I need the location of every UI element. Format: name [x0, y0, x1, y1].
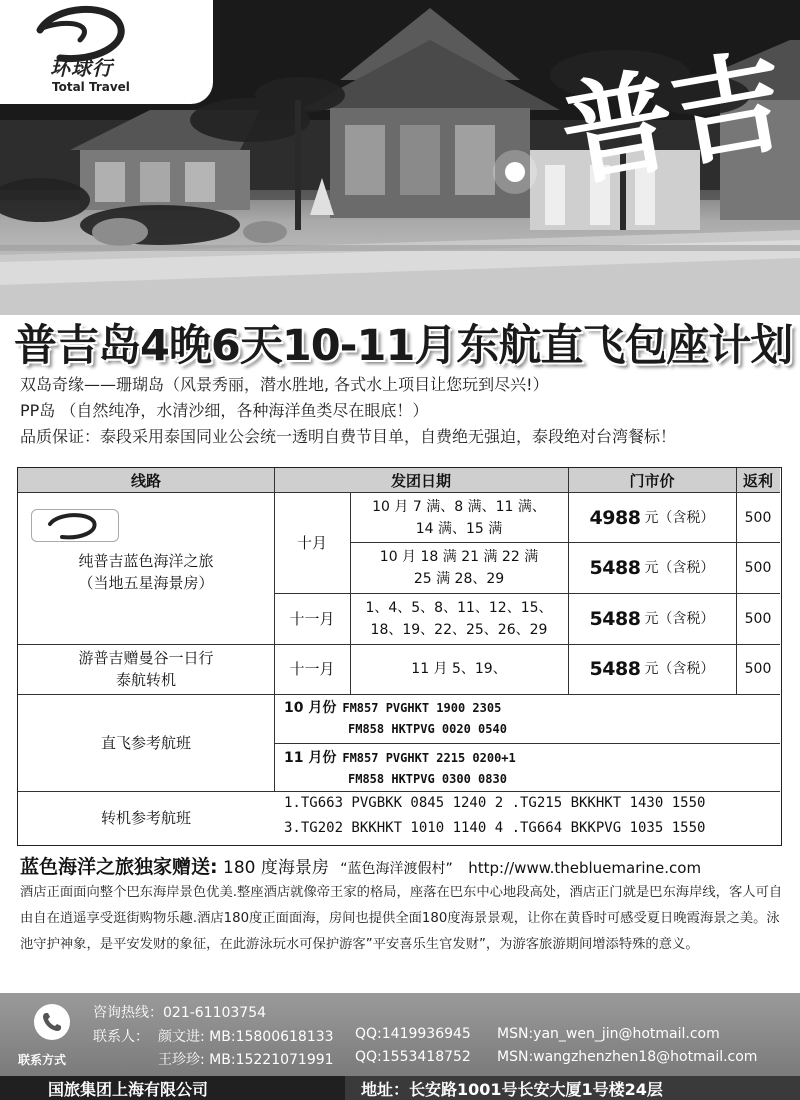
- route-bangkok: [18, 644, 274, 694]
- route-name: 游普吉赠曼谷一日行: [78, 649, 214, 667]
- bluemarine-offer: [20, 852, 701, 879]
- price-cell: [568, 542, 736, 593]
- table-row: [350, 542, 568, 593]
- price-value: 5488: [589, 607, 641, 630]
- header-rebate: 返利: [742, 471, 773, 490]
- month-november: 十一月: [289, 660, 335, 678]
- price-suffix: 元（含税）: [644, 559, 715, 576]
- price-suffix: 元（含税）: [644, 661, 715, 677]
- resort-url[interactable]: http://www.thebluemarine.com: [468, 859, 702, 877]
- route-note: （当地五星海景房）: [78, 574, 214, 592]
- dates-text: 18、19、22、25、26、29: [370, 621, 548, 638]
- schedule-table: [17, 467, 782, 846]
- offer-title: 蓝色海洋之旅独家赠送: [20, 856, 211, 878]
- contact-1-msn[interactable]: MSN:yan_wen_jin@hotmail.com: [497, 1026, 720, 1042]
- phone-icon: [34, 1004, 70, 1040]
- intro-line: PP岛 （自然纯净，水清沙细，各种海洋鱼类尽在眼底！）: [20, 401, 429, 420]
- price-value: 5488: [589, 556, 641, 579]
- mini-brand-logo: [31, 509, 119, 542]
- contact-prefix: 联系人：: [93, 1029, 149, 1045]
- flight-row: 1.TG663 PVGBKK 0845 1240 2 .TG215 BKKHKT 1430 1550: [284, 795, 706, 811]
- flight-row: [284, 697, 501, 717]
- table-header: [18, 468, 780, 493]
- brand-logo[interactable]: [0, 0, 213, 104]
- contact-label: 联系方式: [18, 1053, 67, 1067]
- price-cell: [568, 493, 736, 542]
- table-row: [350, 593, 568, 644]
- intro-line: 双岛奇缘——珊瑚岛（风景秀丽，潜水胜地, 各式水上项目让您玩到尽兴!）: [20, 375, 549, 394]
- route-blue-ocean: [18, 542, 274, 602]
- offer-room: 180 度海景房: [217, 858, 329, 878]
- dates-text: 10 月 7 满、8 满、11 满、: [372, 498, 546, 515]
- header-price: 门市价: [629, 471, 675, 490]
- flight-row: FM858 HKTPVG 0020 0540: [348, 722, 507, 736]
- intro-text: [20, 372, 790, 450]
- table-row: [350, 493, 568, 542]
- price-cell: [568, 593, 736, 644]
- direct-flights-label: 直飞参考航班: [100, 733, 191, 752]
- company-name: 国旅集团上海有限公司: [0, 1076, 345, 1100]
- rebate-value: 500: [744, 610, 772, 627]
- dates-text: 1、4、5、8、11、12、15、: [365, 599, 553, 616]
- contact-2-mobile: 王珍珍: MB:15221071991: [158, 1052, 334, 1068]
- flight-row: FM858 HKTPVG 0300 0830: [348, 772, 507, 786]
- rebate-value: 500: [744, 509, 772, 526]
- contact-2-qq: QQ:1553418752: [355, 1049, 471, 1065]
- offer-colon: :: [210, 856, 218, 878]
- price-value: 4988: [589, 506, 641, 529]
- price-value: 5488: [589, 658, 641, 680]
- hero-banner: [0, 0, 800, 315]
- flight-row: 3.TG202 BKKHKT 1010 1140 4 .TG664 BKKPVG 1035 1550: [284, 820, 706, 836]
- flight-row: [284, 747, 516, 767]
- resort-description: 酒店正面面向整个巴东海岸景色优美.整座酒店就像帝王家的格局，座落在巴东中心地段高处，酒店正门就是巴东海岸线，客人可自由自在逍遥享受逛街购物乐趣.酒店180度正面面海，房间也提供全面180度海景景观，让你在黄昏时可感受夏日晚霞海景之美。泳池守护神象，是平安发财的象征，在此游泳玩水可保护游客”平安喜乐生官发财”，为游客旅游期间增添特殊的意义。: [20, 885, 783, 952]
- destination-calligraphy: [520, 30, 796, 250]
- header-dates: 发团日期: [390, 471, 451, 490]
- flight-month: 10 月份: [284, 700, 337, 716]
- flight-month: 11 月份: [284, 750, 337, 766]
- price-suffix: 元（含税）: [644, 509, 715, 526]
- company-address: 地址：长安路1001号长安大厦1号楼24层: [345, 1076, 800, 1100]
- route-name: 纯普吉蓝色海洋之旅: [78, 552, 214, 570]
- brand-name-en: Total Travel: [52, 80, 130, 94]
- bottom-bar: [0, 1076, 800, 1100]
- flight-info: FM857 PVGHKT 1900 2305: [342, 701, 502, 715]
- price-cell: [568, 644, 736, 694]
- price-suffix: 元（含税）: [644, 610, 715, 627]
- page-title: 普吉岛4晚6天10-11月东航直飞包座计划: [14, 321, 793, 371]
- destination-title: 普吉: [551, 35, 796, 204]
- dates-text: 10 月 18 满 21 满 22 满: [379, 548, 539, 565]
- hotline: 咨询热线：021-61103754: [93, 1005, 267, 1021]
- month-november: 十一月: [289, 609, 335, 628]
- dates-text: 25 满 28、29: [413, 570, 505, 587]
- connecting-flights-label: 转机参考航班: [100, 809, 191, 827]
- route-note: 泰航转机: [115, 671, 176, 689]
- header-route: 线路: [130, 471, 161, 490]
- flight-info: FM857 PVGHKT 2215 0200+1: [342, 751, 516, 765]
- resort-name: “蓝色海洋渡假村”: [340, 861, 453, 877]
- intro-line: 品质保证：泰段采用泰国同业公会统一透明自费节目单，自费绝无强迫，泰段绝对台湾餐标！: [20, 427, 677, 446]
- rebate-value: 500: [744, 559, 772, 576]
- brand-name-cn: 环球行: [50, 56, 113, 80]
- contact-footer: [0, 993, 800, 1076]
- contact-1-mobile: 颜文进: MB:15800618133: [158, 1029, 334, 1045]
- rebate-value: 500: [744, 661, 772, 677]
- contact-2-msn[interactable]: MSN:wangzhenzhen18@hotmail.com: [497, 1049, 758, 1065]
- month-october: 十月: [296, 534, 327, 552]
- dates-text: 11 月 5、19、: [411, 661, 507, 677]
- contact-1-qq: QQ:1419936945: [355, 1026, 471, 1042]
- dates-text: 14 满、15 满: [415, 520, 503, 537]
